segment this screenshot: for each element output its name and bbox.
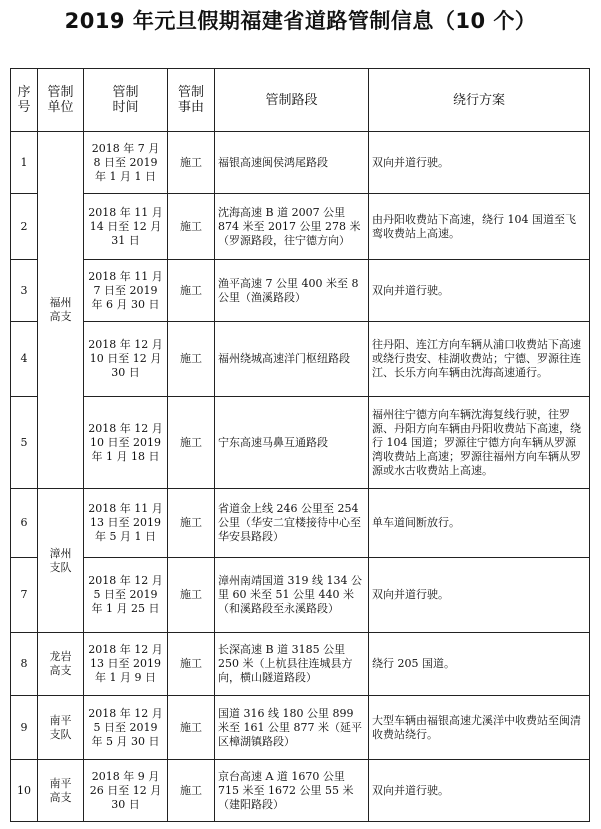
row-time: 2018 年 11 月 13 日至 2019 年 5 月 1 日 bbox=[84, 489, 168, 558]
row-reason: 施工 bbox=[168, 194, 215, 260]
row-index: 7 bbox=[11, 558, 38, 633]
header-row bbox=[11, 69, 590, 132]
row-index: 2 bbox=[11, 194, 38, 260]
row-time: 2018 年 11 月 7 日至 2019 年 6 月 30 日 bbox=[84, 260, 168, 322]
header-time: 管制时间 bbox=[84, 69, 168, 132]
row-index: 1 bbox=[11, 132, 38, 194]
row-detour: 双向并道行驶。 bbox=[369, 760, 590, 822]
row-time: 2018 年 12 月 10 日至 12 月 30 日 bbox=[84, 322, 168, 397]
row-road: 福银高速闽侯鸿尾路段 bbox=[215, 132, 369, 194]
table-row bbox=[11, 696, 590, 760]
row-road: 京台高速 A 道 1670 公里 715 米至 1672 公里 55 米（建阳路段） bbox=[215, 760, 369, 822]
table-row bbox=[11, 322, 590, 397]
row-reason: 施工 bbox=[168, 760, 215, 822]
row-detour: 大型车辆由福银高速尤溪洋中收费站至闽清收费站绕行。 bbox=[369, 696, 590, 760]
row-detour: 绕行 205 国道。 bbox=[369, 633, 590, 696]
table-row bbox=[11, 260, 590, 322]
row-reason: 施工 bbox=[168, 696, 215, 760]
table-row bbox=[11, 760, 590, 822]
row-reason: 施工 bbox=[168, 558, 215, 633]
header-road: 管制路段 bbox=[215, 69, 369, 132]
row-reason: 施工 bbox=[168, 397, 215, 489]
row-reason: 施工 bbox=[168, 260, 215, 322]
row-detour: 双向并道行驶。 bbox=[369, 558, 590, 633]
unit-cell: 龙岩高支 bbox=[38, 633, 84, 696]
road-control-table bbox=[10, 68, 590, 822]
header-unit: 管制单位 bbox=[38, 69, 84, 132]
unit-cell: 南平支队 bbox=[38, 696, 84, 760]
row-index: 10 bbox=[11, 760, 38, 822]
unit-cell: 福州高支 bbox=[38, 132, 84, 489]
document-title: 2019 年元旦假期福建省道路管制信息（10 个） bbox=[64, 9, 537, 33]
row-index: 4 bbox=[11, 322, 38, 397]
row-detour: 双向并道行驶。 bbox=[369, 260, 590, 322]
row-detour: 单车道间断放行。 bbox=[369, 489, 590, 558]
row-reason: 施工 bbox=[168, 322, 215, 397]
row-road: 沈海高速 B 道 2007 公里 874 米至 2017 公里 278 米（罗源路段，往宁德方向） bbox=[215, 194, 369, 260]
row-road: 省道金上线 246 公里至 254 公里（华安二宜楼接待中心至华安县路段） bbox=[215, 489, 369, 558]
row-reason: 施工 bbox=[168, 489, 215, 558]
unit-cell: 漳州支队 bbox=[38, 489, 84, 633]
row-time: 2018 年 7 月 8 日至 2019 年 1 月 1 日 bbox=[84, 132, 168, 194]
row-road: 漳州南靖国道 319 线 134 公里 60 米至 51 公里 440 米（和溪路段至永溪路段） bbox=[215, 558, 369, 633]
row-road: 长深高速 B 道 3185 公里 250 米（上杭县往连城县方向，横山隧道路段） bbox=[215, 633, 369, 696]
row-detour: 往丹阳、连江方向车辆从浦口收费站下高速或绕行贵安、桂湖收费站；宁德、罗源往连江、长乐方向车辆由沈海高速通行。 bbox=[369, 322, 590, 397]
row-road: 渔平高速 7 公里 400 米至 8 公里（渔溪路段） bbox=[215, 260, 369, 322]
row-road: 国道 316 线 180 公里 899 米至 161 公里 877 米（延平区樟湖镇路段） bbox=[215, 696, 369, 760]
table-row bbox=[11, 489, 590, 558]
row-time: 2018 年 11 月 14 日至 12 月 31 日 bbox=[84, 194, 168, 260]
row-index: 5 bbox=[11, 397, 38, 489]
row-detour: 双向并道行驶。 bbox=[369, 132, 590, 194]
table-row bbox=[11, 397, 590, 489]
row-index: 6 bbox=[11, 489, 38, 558]
unit-cell: 南平高支 bbox=[38, 760, 84, 822]
row-detour: 福州往宁德方向车辆沈海复线行驶，往罗源、丹阳方向车辆由丹阳收费站下高速，绕行 104 国道；罗源往宁德方向车辆从罗源湾收费站上高速；罗源往福州方向车辆从罗源或水古收费站上高速。 bbox=[369, 397, 590, 489]
row-reason: 施工 bbox=[168, 132, 215, 194]
row-road: 宁东高速马鼻互通路段 bbox=[215, 397, 369, 489]
row-index: 9 bbox=[11, 696, 38, 760]
table-row bbox=[11, 194, 590, 260]
row-time: 2018 年 12 月 10 日至 2019 年 1 月 18 日 bbox=[84, 397, 168, 489]
table-row bbox=[11, 558, 590, 633]
row-road: 福州绕城高速洋门枢纽路段 bbox=[215, 322, 369, 397]
header-index: 序号 bbox=[11, 69, 38, 132]
header-reason: 管制事由 bbox=[168, 69, 215, 132]
table-row bbox=[11, 132, 590, 194]
row-index: 8 bbox=[11, 633, 38, 696]
row-index: 3 bbox=[11, 260, 38, 322]
row-time: 2018 年 12 月 5 日至 2019 年 1 月 25 日 bbox=[84, 558, 168, 633]
table-row bbox=[11, 633, 590, 696]
row-reason: 施工 bbox=[168, 633, 215, 696]
header-detour: 绕行方案 bbox=[369, 69, 590, 132]
row-detour: 由丹阳收费站下高速，绕行 104 国道至飞鸾收费站上高速。 bbox=[369, 194, 590, 260]
row-time: 2018 年 12 月 13 日至 2019 年 1 月 9 日 bbox=[84, 633, 168, 696]
row-time: 2018 年 12 月 5 日至 2019 年 5 月 30 日 bbox=[84, 696, 168, 760]
row-time: 2018 年 9 月 26 日至 12 月 30 日 bbox=[84, 760, 168, 822]
